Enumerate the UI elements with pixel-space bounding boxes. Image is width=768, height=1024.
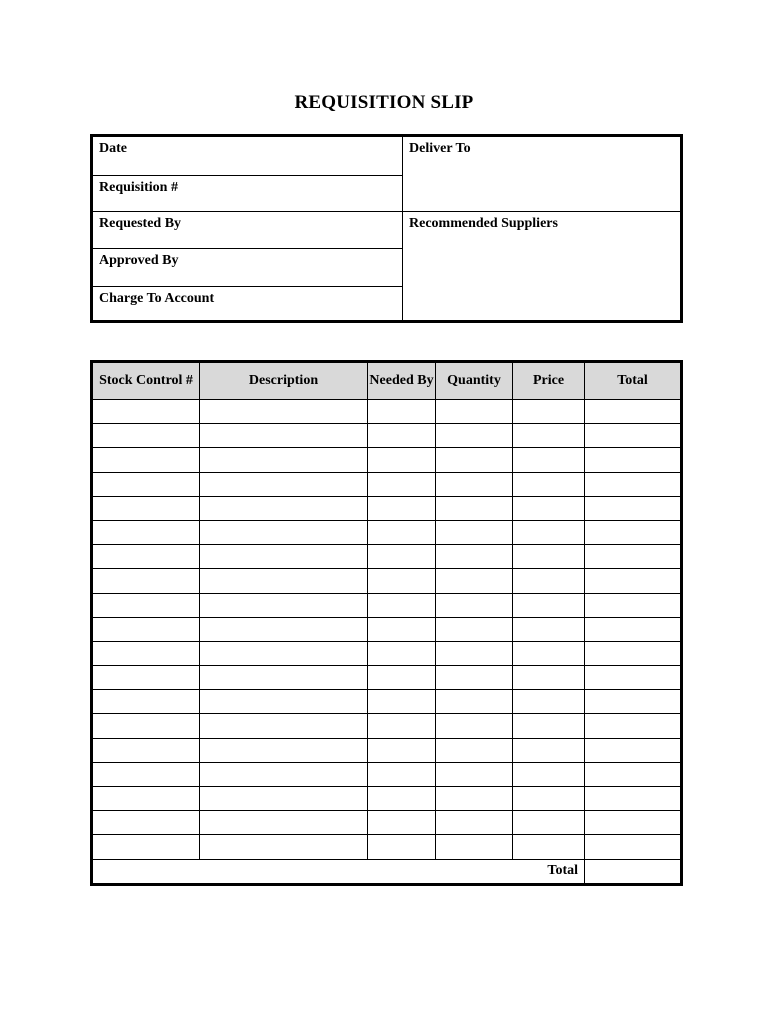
cell-total[interactable] (585, 835, 682, 859)
cell-quantity[interactable] (436, 738, 513, 762)
cell-total[interactable] (585, 690, 682, 714)
cell-needed-by[interactable] (368, 617, 436, 641)
cell-quantity[interactable] (436, 520, 513, 544)
column-header-stock-control: Stock Control # (92, 362, 200, 400)
cell-description[interactable] (200, 617, 368, 641)
deliver-to-field[interactable] (403, 137, 680, 212)
cell-description[interactable] (200, 496, 368, 520)
cell-quantity[interactable] (436, 690, 513, 714)
cell-needed-by[interactable] (368, 690, 436, 714)
cell-stock-control[interactable] (92, 641, 200, 665)
cell-total[interactable] (585, 496, 682, 520)
cell-quantity[interactable] (436, 811, 513, 835)
info-left-column (93, 137, 403, 320)
recommended-suppliers-label: Recommended Suppliers (409, 216, 558, 231)
table-row (92, 714, 682, 738)
charge-to-account-field[interactable] (93, 287, 402, 320)
column-header-quantity: Quantity (436, 362, 513, 400)
cell-needed-by[interactable] (368, 787, 436, 811)
table-row (92, 448, 682, 472)
cell-needed-by[interactable] (368, 666, 436, 690)
cell-needed-by[interactable] (368, 545, 436, 569)
cell-description[interactable] (200, 666, 368, 690)
cell-description[interactable] (200, 472, 368, 496)
cell-stock-control[interactable] (92, 569, 200, 593)
cell-total[interactable] (585, 738, 682, 762)
cell-needed-by[interactable] (368, 593, 436, 617)
cell-needed-by[interactable] (368, 472, 436, 496)
table-row (92, 738, 682, 762)
cell-description[interactable] (200, 424, 368, 448)
table-row (92, 545, 682, 569)
cell-total[interactable] (585, 545, 682, 569)
cell-price[interactable] (513, 448, 585, 472)
cell-needed-by[interactable] (368, 641, 436, 665)
cell-total[interactable] (585, 762, 682, 786)
grand-total-label: Total (92, 859, 585, 884)
cell-quantity[interactable] (436, 666, 513, 690)
cell-total[interactable] (585, 448, 682, 472)
approved-by-field[interactable] (93, 249, 402, 287)
cell-description[interactable] (200, 545, 368, 569)
cell-stock-control[interactable] (92, 496, 200, 520)
cell-quantity[interactable] (436, 424, 513, 448)
cell-total[interactable] (585, 520, 682, 544)
cell-price[interactable] (513, 835, 585, 859)
cell-stock-control[interactable] (92, 400, 200, 424)
recommended-suppliers-field[interactable] (403, 212, 680, 320)
cell-quantity[interactable] (436, 496, 513, 520)
cell-description[interactable] (200, 714, 368, 738)
table-row (92, 400, 682, 424)
cell-stock-control[interactable] (92, 545, 200, 569)
cell-price[interactable] (513, 787, 585, 811)
items-table (90, 360, 683, 886)
cell-description[interactable] (200, 641, 368, 665)
table-row (92, 472, 682, 496)
cell-price[interactable] (513, 569, 585, 593)
cell-quantity[interactable] (436, 641, 513, 665)
grand-total-row (92, 859, 682, 884)
requested-by-label: Requested By (99, 216, 182, 231)
table-row (92, 520, 682, 544)
cell-stock-control[interactable] (92, 762, 200, 786)
charge-to-account-label: Charge To Account (99, 291, 215, 306)
cell-total[interactable] (585, 472, 682, 496)
cell-description[interactable] (200, 593, 368, 617)
cell-needed-by[interactable] (368, 811, 436, 835)
cell-price[interactable] (513, 593, 585, 617)
cell-price[interactable] (513, 472, 585, 496)
requisition-info-box (90, 134, 683, 323)
cell-quantity[interactable] (436, 400, 513, 424)
cell-description[interactable] (200, 787, 368, 811)
table-row (92, 835, 682, 859)
cell-stock-control[interactable] (92, 835, 200, 859)
column-header-description: Description (200, 362, 368, 400)
cell-stock-control[interactable] (92, 738, 200, 762)
cell-price[interactable] (513, 641, 585, 665)
cell-stock-control[interactable] (92, 424, 200, 448)
cell-total[interactable] (585, 569, 682, 593)
cell-description[interactable] (200, 569, 368, 593)
cell-stock-control[interactable] (92, 593, 200, 617)
date-label: Date (99, 141, 127, 156)
cell-needed-by[interactable] (368, 738, 436, 762)
table-row (92, 787, 682, 811)
cell-price[interactable] (513, 400, 585, 424)
cell-needed-by[interactable] (368, 762, 436, 786)
date-field[interactable] (93, 137, 402, 176)
cell-stock-control[interactable] (92, 811, 200, 835)
cell-needed-by[interactable] (368, 400, 436, 424)
cell-needed-by[interactable] (368, 714, 436, 738)
cell-price[interactable] (513, 762, 585, 786)
cell-price[interactable] (513, 545, 585, 569)
cell-needed-by[interactable] (368, 520, 436, 544)
info-right-column (403, 137, 680, 320)
table-row (92, 641, 682, 665)
cell-total[interactable] (585, 666, 682, 690)
cell-quantity[interactable] (436, 472, 513, 496)
cell-description[interactable] (200, 811, 368, 835)
cell-total[interactable] (585, 593, 682, 617)
deliver-to-label: Deliver To (409, 141, 471, 156)
cell-quantity[interactable] (436, 545, 513, 569)
cell-needed-by[interactable] (368, 835, 436, 859)
cell-stock-control[interactable] (92, 666, 200, 690)
table-row (92, 569, 682, 593)
cell-needed-by[interactable] (368, 448, 436, 472)
table-row (92, 496, 682, 520)
cell-quantity[interactable] (436, 835, 513, 859)
cell-description[interactable] (200, 835, 368, 859)
column-header-needed-by: Needed By (368, 362, 436, 400)
page-title: REQUISITION SLIP (294, 92, 474, 113)
cell-quantity[interactable] (436, 762, 513, 786)
table-header-row (92, 362, 682, 400)
cell-stock-control[interactable] (92, 787, 200, 811)
cell-quantity[interactable] (436, 569, 513, 593)
cell-price[interactable] (513, 690, 585, 714)
table-row (92, 593, 682, 617)
table-row (92, 762, 682, 786)
requisition-number-field[interactable] (93, 176, 402, 212)
cell-needed-by[interactable] (368, 496, 436, 520)
cell-price[interactable] (513, 811, 585, 835)
cell-stock-control[interactable] (92, 448, 200, 472)
cell-price[interactable] (513, 424, 585, 448)
table-row (92, 666, 682, 690)
cell-stock-control[interactable] (92, 617, 200, 641)
cell-price[interactable] (513, 714, 585, 738)
cell-quantity[interactable] (436, 787, 513, 811)
cell-total[interactable] (585, 617, 682, 641)
cell-price[interactable] (513, 520, 585, 544)
cell-total[interactable] (585, 400, 682, 424)
cell-quantity[interactable] (436, 593, 513, 617)
cell-description[interactable] (200, 448, 368, 472)
cell-description[interactable] (200, 400, 368, 424)
requested-by-field[interactable] (93, 212, 402, 249)
cell-price[interactable] (513, 496, 585, 520)
table-row (92, 811, 682, 835)
column-header-price: Price (513, 362, 585, 400)
cell-total[interactable] (585, 811, 682, 835)
cell-quantity[interactable] (436, 714, 513, 738)
cell-price[interactable] (513, 738, 585, 762)
cell-total[interactable] (585, 641, 682, 665)
approved-by-label: Approved By (99, 253, 179, 268)
cell-description[interactable] (200, 762, 368, 786)
column-header-total: Total (585, 362, 682, 400)
cell-description[interactable] (200, 520, 368, 544)
cell-needed-by[interactable] (368, 569, 436, 593)
cell-price[interactable] (513, 617, 585, 641)
table-row (92, 690, 682, 714)
cell-needed-by[interactable] (368, 424, 436, 448)
cell-stock-control[interactable] (92, 690, 200, 714)
cell-description[interactable] (200, 738, 368, 762)
cell-total[interactable] (585, 787, 682, 811)
table-row (92, 617, 682, 641)
cell-quantity[interactable] (436, 448, 513, 472)
cell-total[interactable] (585, 424, 682, 448)
grand-total-value[interactable] (585, 859, 682, 884)
cell-stock-control[interactable] (92, 520, 200, 544)
cell-stock-control[interactable] (92, 472, 200, 496)
items-table-body (92, 400, 682, 860)
cell-stock-control[interactable] (92, 714, 200, 738)
table-row (92, 424, 682, 448)
cell-price[interactable] (513, 666, 585, 690)
cell-description[interactable] (200, 690, 368, 714)
cell-total[interactable] (585, 714, 682, 738)
requisition-number-label: Requisition # (99, 180, 178, 195)
cell-quantity[interactable] (436, 617, 513, 641)
